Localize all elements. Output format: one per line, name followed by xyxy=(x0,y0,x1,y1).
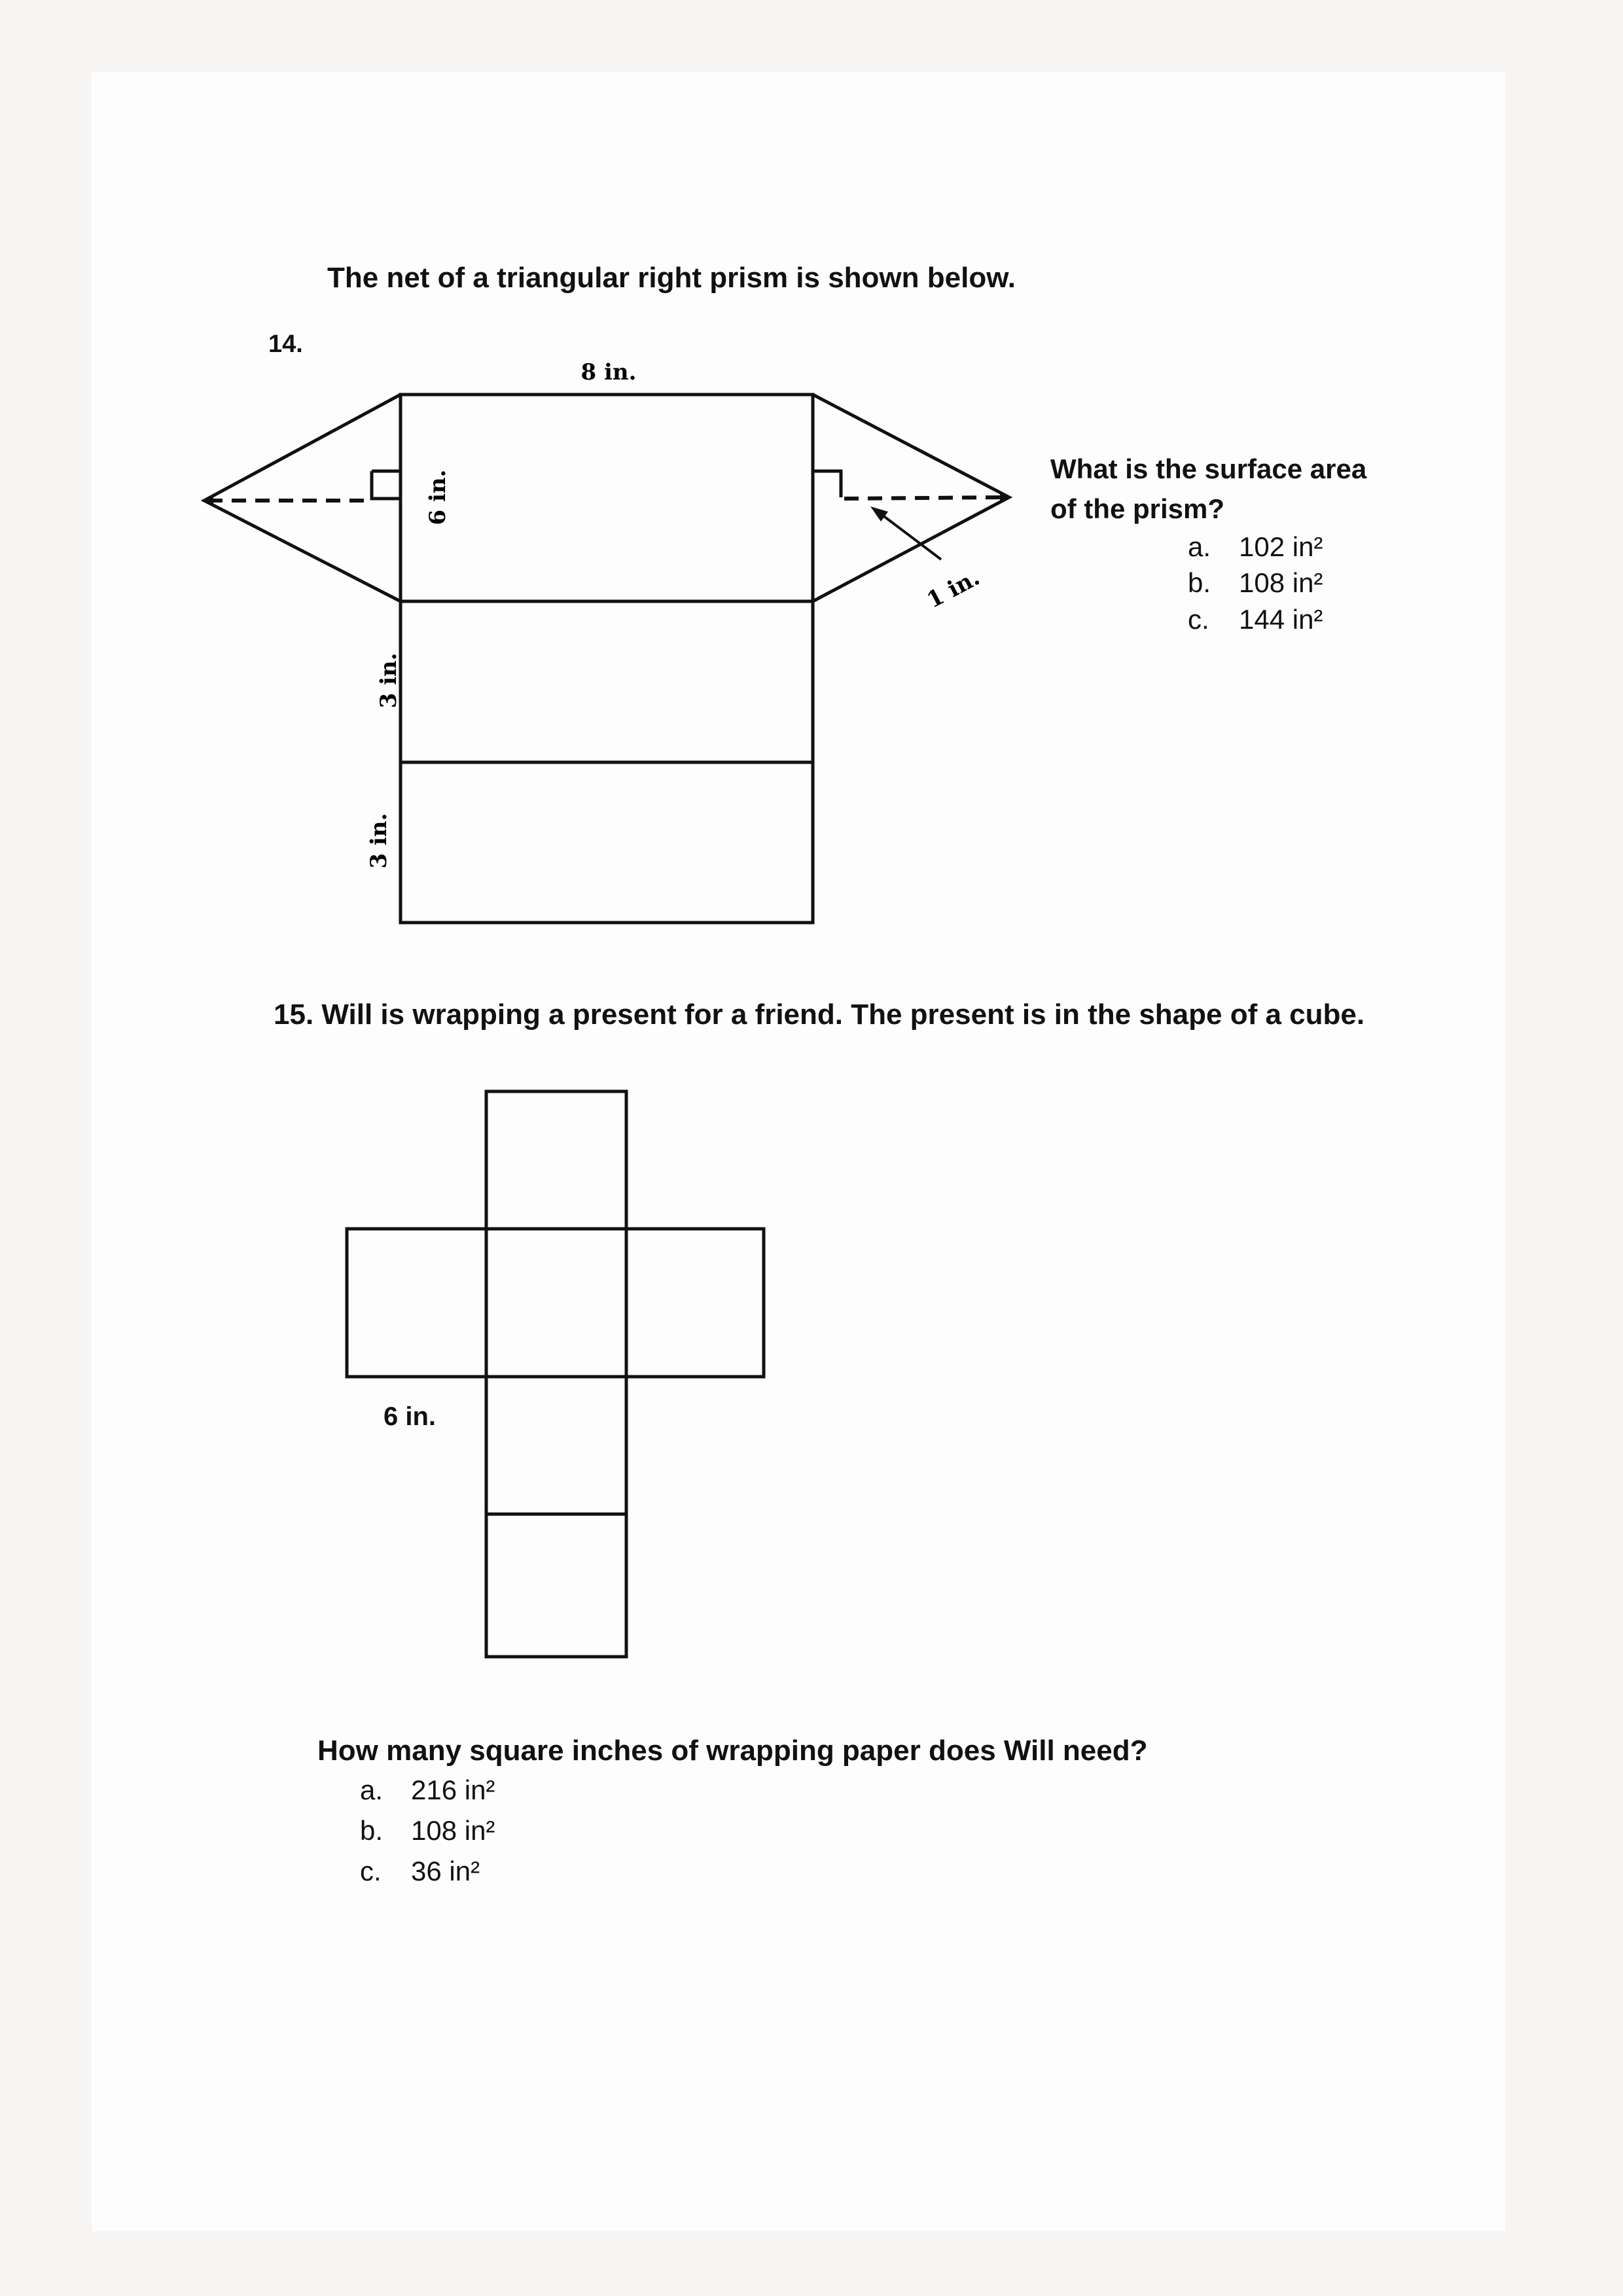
cube-face-lower xyxy=(486,1377,626,1514)
q15-option-b xyxy=(360,1815,495,1846)
q14-option-value: 108 in² xyxy=(1239,567,1323,598)
q15-option-value: 36 in² xyxy=(411,1856,480,1886)
cube-face-top xyxy=(486,1091,626,1229)
q14-option-letter: a. xyxy=(1188,531,1211,562)
q14-intro: The net of a triangular right prism is shown below. xyxy=(327,262,1016,294)
cube-face-left xyxy=(347,1229,486,1377)
q14-option-letter: b. xyxy=(1188,567,1211,598)
q15-option-c xyxy=(360,1856,480,1887)
q15-option-a xyxy=(360,1775,495,1806)
q15-option-letter: c. xyxy=(360,1856,382,1886)
label-cube-side-6in: 6 in. xyxy=(383,1402,437,1431)
q14-question-line2: of the prism? xyxy=(1050,493,1225,524)
q14-option-value: 144 in² xyxy=(1239,604,1323,635)
q14-option-value: 102 in² xyxy=(1239,531,1323,562)
q15-option-value: 216 in² xyxy=(411,1775,495,1805)
q14-option-letter: c. xyxy=(1188,604,1209,635)
q15-option-letter: a. xyxy=(360,1775,383,1805)
q14-question-line1: What is the surface area xyxy=(1050,453,1367,484)
label-triangle-height-1in: 1 in. xyxy=(922,564,984,614)
q14-number: 14. xyxy=(268,330,303,358)
label-side-3in-upper: 3 in. xyxy=(376,652,402,709)
q15-question: How many square inches of wrapping paper does Will need? xyxy=(317,1735,1148,1767)
q15-option-value: 108 in² xyxy=(411,1815,495,1846)
cube-face-center xyxy=(486,1229,626,1377)
q15-option-letter: b. xyxy=(360,1815,383,1846)
label-height-6in: 6 in. xyxy=(425,469,451,525)
q15-prompt: 15. Will is wrapping a present for a friend. The present is in the shape of a cube. xyxy=(274,998,1365,1031)
cube-face-right xyxy=(626,1229,764,1377)
label-side-3in-lower: 3 in. xyxy=(366,813,392,869)
cube-face-bottom xyxy=(486,1514,626,1657)
label-top-8in: 8 in. xyxy=(580,359,637,385)
